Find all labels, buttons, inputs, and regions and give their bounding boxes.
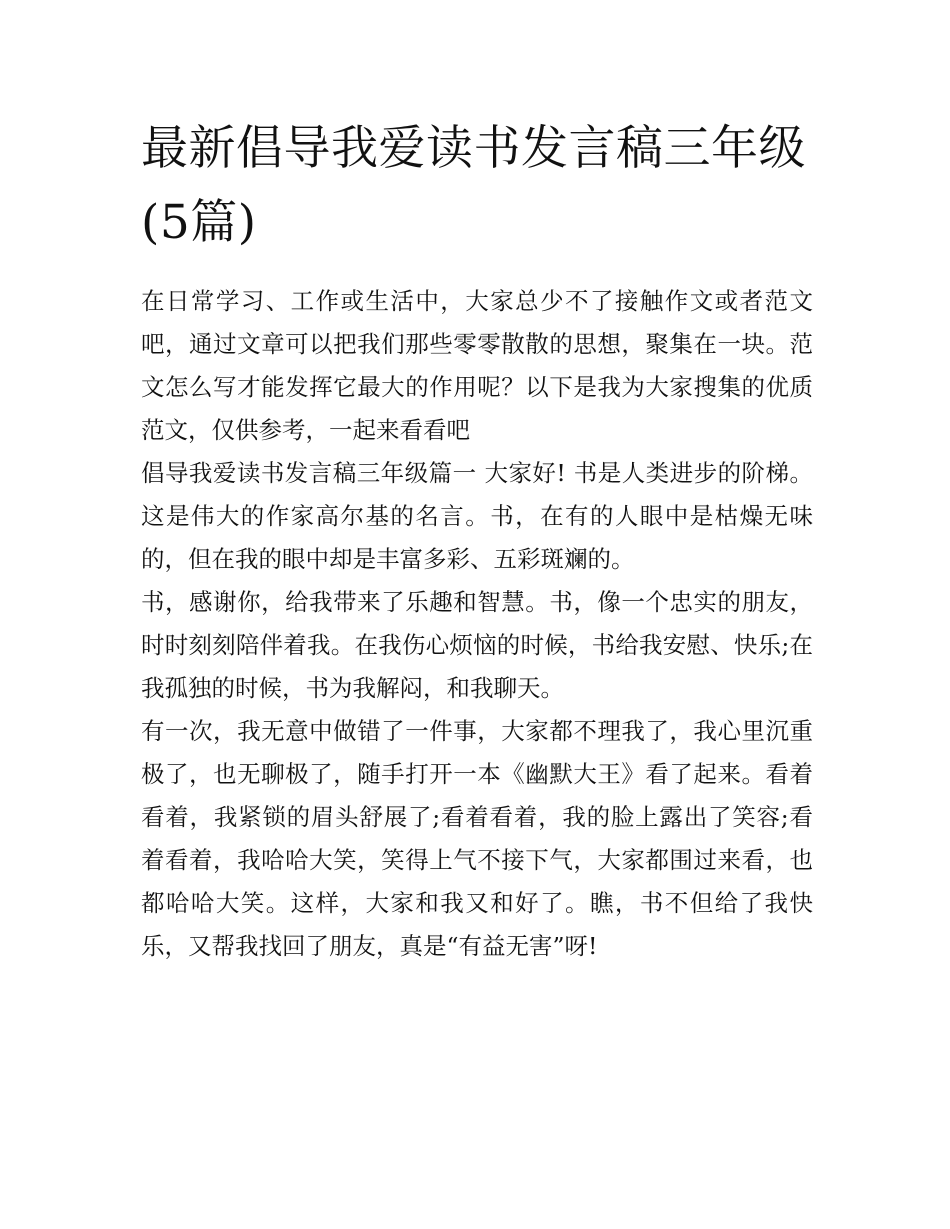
document-body bbox=[141, 280, 813, 968]
document-page bbox=[141, 112, 813, 968]
document-title: 最新倡导我爱读书发言稿三年级(5篇) bbox=[141, 121, 806, 250]
paragraph-thanks-book: 书，感谢你，给我带来了乐趣和智慧。书，像一个忠实的朋友，时时刻刻陪伴着我。在我伤心烦恼的时候，书给我安慰、快乐;在我孤独的时候，书为我解闷，和我聊天。 bbox=[141, 588, 813, 702]
paragraph-story: 有一次，我无意中做错了一件事，大家都不理我了，我心里沉重极了，也无聊极了，随手打开一本《幽默大王》看了起来。看着看着，我紧锁的眉头舒展了;看着看着，我的脸上露出了笑容;看着看着，我哈哈大笑，笑得上气不接下气，大家都围过来看，也都哈哈大笑。这样，大家和我又和好了。瞧，书不但给了我快乐，又帮我找回了朋友，真是“有益无害”呀! bbox=[141, 717, 813, 960]
paragraph-intro: 在日常学习、工作或生活中，大家总少不了接触作文或者范文吧，通过文章可以把我们那些零零散散的思想，聚集在一块。范文怎么写才能发挥它最大的作用呢？以下是我为大家搜集的优质范文，仅供参考，一起来看看吧 bbox=[141, 287, 813, 444]
paragraph-section-one: 倡导我爱读书发言稿三年级篇一 大家好! 书是人类进步的阶梯。这是伟大的作家高尔基的名言。书，在有的人眼中是枯燥无味的，但在我的眼中却是丰富多彩、五彩斑斓的。 bbox=[141, 459, 813, 573]
